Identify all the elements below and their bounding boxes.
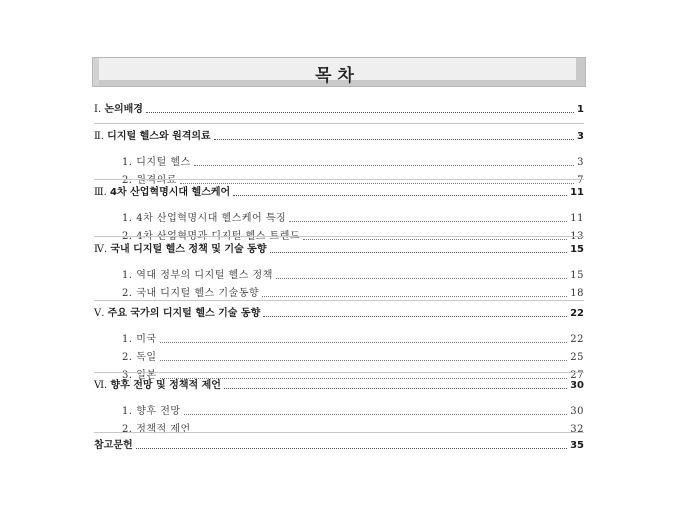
toc-chapter-entry[interactable] (94, 102, 584, 118)
toc-chapter-title (94, 185, 230, 201)
toc-dot-leader (224, 388, 567, 389)
toc-chapter-name: 주요 국가의 디지털 헬스 기술 동향 (107, 308, 261, 319)
toc-chapter-title (94, 438, 133, 454)
toc-page-number: 22 (570, 308, 584, 319)
toc-page-number: 18 (570, 288, 584, 299)
toc-sub-title: 2. 원격의료 (122, 175, 177, 186)
toc-chapter-name: 디지털 헬스와 원격의료 (107, 131, 211, 142)
toc-sub-entry[interactable] (122, 211, 584, 227)
toc-sub-title: 1. 4차 산업혁명시대 헬스케어 특징 (122, 213, 287, 224)
toc-sub-entry[interactable] (122, 268, 584, 284)
toc-dot-leader (214, 139, 574, 140)
toc-section-divider (94, 432, 584, 433)
toc-page-number: 15 (570, 270, 584, 281)
toc-chapter-title (94, 378, 221, 394)
toc-dot-leader (262, 296, 567, 297)
toc-page-number: 30 (570, 406, 584, 417)
toc-chapter-title (94, 306, 260, 322)
toc-dot-leader (160, 342, 568, 343)
toc-page-number: 7 (577, 175, 584, 186)
toc-sub-title: 2. 국내 디지털 헬스 기술동향 (122, 288, 260, 299)
toc-chapter-number: Ⅲ. (94, 187, 111, 198)
toc-dot-leader (270, 252, 568, 253)
toc-dot-leader (303, 239, 567, 240)
toc-section-divider (94, 123, 584, 124)
toc-page-number: 1 (577, 104, 584, 115)
toc-sub-entry[interactable] (122, 422, 584, 438)
toc-dot-leader (276, 278, 567, 279)
toc-page-number: 11 (570, 187, 584, 198)
toc-sub-entry[interactable] (122, 332, 584, 348)
toc-chapter-title (94, 242, 267, 258)
toc-dot-leader (233, 195, 567, 196)
toc-dot-leader (194, 165, 574, 166)
toc-section-divider (94, 179, 584, 180)
toc-page-number: 22 (570, 334, 584, 345)
toc-page-number: 11 (570, 213, 584, 224)
toc-chapter-name: 향후 전망 및 정책적 제언 (110, 380, 221, 391)
toc-page-number: 3 (577, 131, 584, 142)
toc-sub-title: 2. 정책적 제언 (122, 424, 191, 435)
toc-page-number: 32 (570, 424, 584, 435)
toc-page-number: 25 (570, 352, 584, 363)
toc-chapter-title (94, 102, 143, 118)
toc-sub-entry[interactable] (122, 404, 584, 420)
toc-title-box (92, 57, 586, 87)
toc-sub-entry[interactable] (122, 155, 584, 171)
toc-section-divider (94, 300, 584, 301)
toc-section-divider (94, 372, 584, 373)
toc-dot-leader (289, 221, 567, 222)
toc-chapter-entry[interactable] (94, 378, 584, 394)
toc-chapter-entry[interactable] (94, 438, 584, 454)
toc-chapter-entry[interactable] (94, 185, 584, 201)
toc-sub-title: 1. 미국 (122, 334, 157, 345)
toc-sub-title: 1. 향후 전망 (122, 406, 181, 417)
toc-chapter-number: Ⅴ. (94, 308, 108, 319)
toc-chapter-number: Ⅰ. (94, 104, 105, 115)
toc-chapter-title (94, 129, 211, 145)
toc-sub-title: 2. 독일 (122, 352, 157, 363)
toc-dot-leader (263, 316, 567, 317)
toc-page-number: 3 (577, 157, 584, 168)
toc-dot-leader (160, 360, 568, 361)
toc-chapter-name: 논의배경 (104, 104, 143, 115)
toc-chapter-number: Ⅵ. (94, 380, 111, 391)
toc-chapter-entry[interactable] (94, 306, 584, 322)
toc-section-divider (94, 236, 584, 237)
toc-sub-title: 1. 역대 정부의 디지털 헬스 정책 (122, 270, 273, 281)
toc-sub-title: 1. 디지털 헬스 (122, 157, 191, 168)
toc-page-number: 15 (570, 244, 584, 255)
toc-sub-entry[interactable] (122, 350, 584, 366)
toc-chapter-number: Ⅱ. (94, 131, 108, 142)
toc-chapter-name: 4차 산업혁명시대 헬스케어 (110, 187, 231, 198)
toc-page-number: 27 (570, 370, 584, 381)
toc-dot-leader (180, 183, 574, 184)
toc-dot-leader (146, 112, 574, 113)
toc-page-number: 35 (570, 440, 584, 451)
toc-title: 목 차 (315, 66, 354, 86)
toc-page-number: 13 (570, 231, 584, 242)
toc-dot-leader (184, 414, 568, 415)
toc-chapter-number: Ⅳ. (94, 244, 111, 255)
toc-dot-leader (136, 448, 567, 449)
toc-sub-title: 2. 4차 산업혁명과 디지털 헬스 트렌드 (122, 231, 301, 242)
toc-chapter-name: 참고문헌 (94, 440, 133, 451)
toc-chapter-entry[interactable] (94, 242, 584, 258)
toc-page-number: 30 (570, 380, 584, 391)
toc-chapter-name: 국내 디지털 헬스 정책 및 기술 동향 (110, 244, 267, 255)
toc-sub-title: 3. 일본 (122, 370, 157, 381)
toc-chapter-entry[interactable] (94, 129, 584, 145)
